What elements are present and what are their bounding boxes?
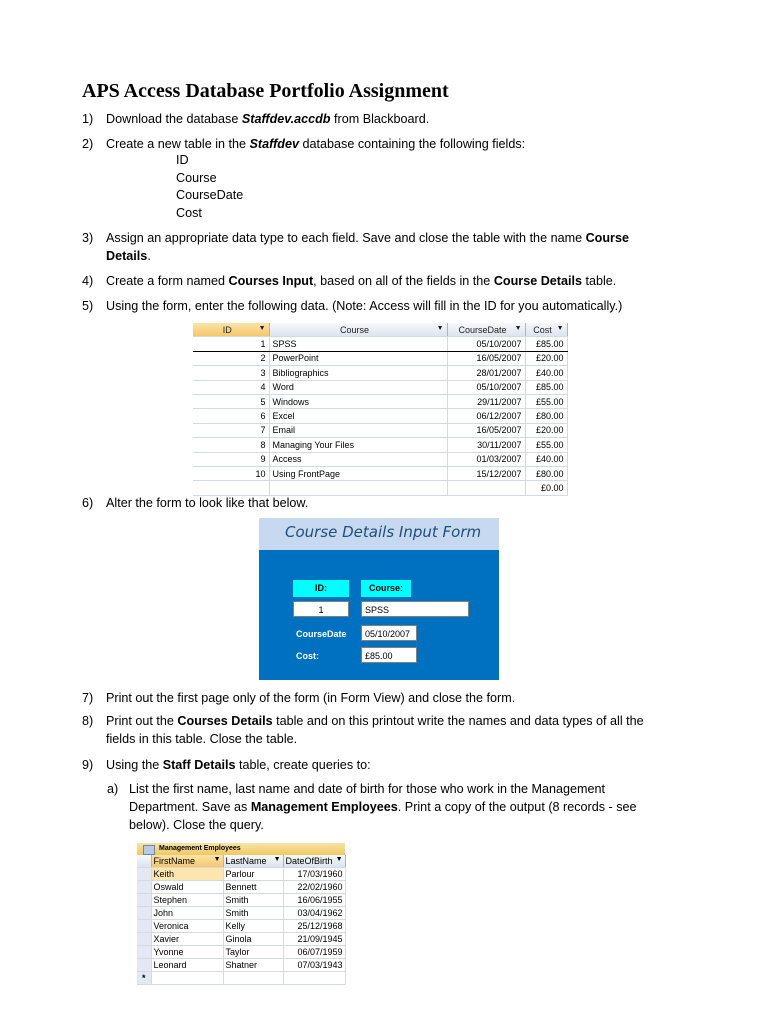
cell-dob[interactable]: 03/04/1962 [283,907,345,920]
step-text: Alter the form to look like that below. [106,496,309,510]
cell-dob[interactable]: 16/06/1955 [283,894,345,907]
step-text-part: Create a form named [106,274,229,288]
cell-id[interactable]: 1 [193,337,269,351]
id-field[interactable]: 1 [293,601,349,617]
field-name: ID [176,153,189,167]
table-row[interactable] [137,946,345,959]
cell-date[interactable]: 06/12/2007 [447,409,525,423]
column-header-id[interactable] [193,323,269,337]
field-name: Cost [176,205,202,220]
form-name: Courses Input [228,274,314,288]
step-number: 2) [82,137,94,151]
form-header [259,518,499,550]
cell-id[interactable]: 3 [193,366,269,380]
step-text-part: from Blackboard. [330,112,430,126]
table-row[interactable] [193,409,567,423]
step-text-part: table and on this printout write the names and data types of all the fields in this table. Close the table. [106,714,644,746]
record-selector[interactable] [137,907,151,920]
select-all-icon[interactable] [137,855,151,868]
step-number: a) [107,782,119,796]
cost-field[interactable]: £85.00 [361,647,417,663]
step-text [106,229,666,265]
cell-cost[interactable]: £85.00 [525,380,567,394]
step-text-part: . Print a copy of the output (8 records - see below). Close the query. [129,800,637,832]
course-label: Course: [361,580,411,597]
cell-lastname[interactable]: Parlour [223,868,283,881]
coursedate-label: CourseDate [296,629,347,639]
cell-dob[interactable]: 17/03/1960 [283,868,345,881]
new-record-row[interactable] [137,972,345,985]
step-text-part: database containing the following fields: [299,137,526,151]
cell-firstname[interactable]: Oswald [151,881,223,894]
chevron-down-icon[interactable]: ▼ [273,856,281,863]
field-list [176,152,243,222]
column-header-label: Course [340,324,370,335]
cell-lastname[interactable]: Kelly [223,920,283,933]
cell-firstname[interactable]: John [151,907,223,920]
step-text-part: table. [582,274,617,288]
table-name: Staff Details [162,758,236,772]
cell-id[interactable]: 2 [193,351,269,365]
step-text: Using the form, enter the following data. (Note: Access will fill in the ID for you automatically.) [106,299,623,313]
step-text [106,756,666,774]
step-number: 3) [82,231,94,245]
course-field[interactable]: SPSS [361,601,469,617]
table-row[interactable] [137,881,345,894]
cell-id[interactable]: 7 [193,423,269,437]
step-text-part: List the first name, last name and date of birth for those who work in the Management Department. Save as [129,782,606,814]
column-header-course[interactable] [269,323,447,337]
step-text [106,272,666,290]
cell-lastname[interactable]: Shatner [223,959,283,972]
column-header-lastname[interactable] [223,855,283,868]
table-row[interactable] [137,907,345,920]
step-number: 9) [82,758,94,772]
cell-id[interactable]: 4 [193,380,269,394]
cell-date[interactable]: 05/10/2007 [447,337,525,351]
column-header-dateofbirth[interactable] [283,855,345,868]
step-number: 8) [82,714,94,728]
cell-dob[interactable]: 21/09/1945 [283,933,345,946]
column-header-label: ID [222,324,232,335]
table-row[interactable] [193,337,567,351]
record-selector[interactable] [137,881,151,894]
column-header-coursedate[interactable] [447,323,525,337]
cell-dob[interactable]: 25/12/1968 [283,920,345,933]
database-name: Staffdev [249,137,299,151]
cell-id[interactable]: 6 [193,409,269,423]
management-employees-datasheet [137,843,345,985]
step-number: 1) [82,112,94,126]
cell-firstname[interactable] [151,972,223,985]
cell-id[interactable]: 9 [193,452,269,466]
cell-lastname[interactable]: Smith [223,907,283,920]
step-text-part: . [147,249,151,263]
cell-dob[interactable]: 22/02/1960 [283,881,345,894]
chevron-down-icon[interactable]: ▼ [556,324,564,332]
cell-cost[interactable]: £20.00 [525,423,567,437]
cell-course[interactable]: Email [269,423,447,437]
query-name: Management Employees [250,800,398,814]
coursedate-field[interactable]: 05/10/2007 [361,625,417,641]
table-row[interactable] [193,366,567,380]
table-row[interactable] [137,959,345,972]
record-selector[interactable] [137,933,151,946]
cell-date[interactable]: 16/05/2007 [447,423,525,437]
field-name: CourseDate [176,188,244,203]
cell-cost[interactable]: £20.00 [525,351,567,365]
chevron-down-icon[interactable]: ▼ [436,324,444,332]
column-header-label: Cost [533,324,552,335]
table-row[interactable] [193,423,567,437]
record-selector[interactable] [137,946,151,959]
table-row[interactable] [193,452,567,466]
cell-firstname[interactable]: Yvonne [151,946,223,959]
cell-lastname[interactable]: Taylor [223,946,283,959]
cell-cost[interactable]: £0.00 [525,481,567,495]
cell-cost[interactable]: £55.00 [525,394,567,408]
column-header-cost[interactable] [525,323,567,337]
new-record-icon[interactable]: * [137,972,151,985]
query-tab-label: Management Employees [159,845,241,852]
table-name: Courses Details [177,714,273,728]
cell-date[interactable]: 15/12/2007 [447,466,525,480]
cell-course[interactable]: SPSS [269,337,447,351]
record-selector[interactable] [137,894,151,907]
step-number: 5) [82,299,94,313]
cell-date[interactable]: 30/11/2007 [447,438,525,452]
query-icon [143,845,155,855]
cell-cost[interactable]: £80.00 [525,409,567,423]
cell-id[interactable]: 8 [193,438,269,452]
cell-firstname[interactable]: Leonard [151,959,223,972]
course-details-form [259,518,499,680]
record-selector[interactable] [137,920,151,933]
cell-date[interactable]: 28/01/2007 [447,366,525,380]
step-text [106,712,666,748]
cell-course[interactable]: Access [269,452,447,466]
cell-course[interactable]: Bibliographics [269,366,447,380]
chevron-down-icon[interactable]: ▼ [514,324,522,332]
step-text-part: Assign an appropriate data type to each field. Save and close the table with the name [106,231,586,245]
cell-date[interactable]: 29/11/2007 [447,394,525,408]
page-title: APS Access Database Portfolio Assignment [82,80,449,102]
table-row[interactable] [193,394,567,408]
chevron-down-icon[interactable]: ▼ [213,856,221,863]
step-text [106,110,666,128]
cell-date[interactable]: 01/03/2007 [447,452,525,466]
cell-cost[interactable]: £40.00 [525,452,567,466]
table-row[interactable] [193,351,567,365]
table-row[interactable] [193,380,567,394]
cell-id[interactable]: 10 [193,466,269,480]
step-text-part: Download the database [106,112,242,126]
column-header-label: FirstName [153,856,196,866]
record-selector[interactable] [137,868,151,881]
step-text-part: table, create queries to: [235,758,371,772]
cell-course[interactable]: Word [269,380,447,394]
cell-cost[interactable]: £85.00 [525,337,567,351]
cell-firstname[interactable]: Xavier [151,933,223,946]
step-text: Print out the first page only of the form (in Form View) and close the form. [106,691,516,705]
step-text [106,135,666,153]
cell-lastname[interactable] [223,972,283,985]
column-header-label: DateOfBirth [285,856,333,866]
cell-id[interactable]: 5 [193,394,269,408]
table-row[interactable] [137,894,345,907]
column-header-label: CourseDate [458,324,507,335]
table-row[interactable] [137,933,345,946]
cell-course[interactable]: Managing Your Files [269,438,447,452]
table-name: Course Details [106,231,629,263]
cell-firstname[interactable]: Veronica [151,920,223,933]
table-row[interactable] [137,920,345,933]
step-number: 6) [82,496,94,510]
cell-date[interactable]: 16/05/2007 [447,351,525,365]
query-tab[interactable] [137,843,345,855]
step-text-part: , based on all of the fields in the [313,274,494,288]
cell-lastname[interactable]: Bennett [223,881,283,894]
table-row[interactable] [137,868,345,881]
step-text-part: Print out the [106,714,178,728]
id-label: ID: [293,580,349,597]
table-row[interactable] [193,466,567,480]
cell-date[interactable]: 05/10/2007 [447,380,525,394]
cell-dob[interactable]: 06/07/1959 [283,946,345,959]
step-text-part: Using the [106,758,163,772]
chevron-down-icon[interactable]: ▼ [335,856,343,863]
record-selector[interactable] [137,959,151,972]
column-header-firstname[interactable] [151,855,223,868]
table-name: Course Details [493,274,582,288]
column-header-label: LastName [225,856,267,866]
cell-firstname[interactable]: Stephen [151,894,223,907]
cell-dob[interactable]: 07/03/1943 [283,959,345,972]
cell-dob[interactable] [283,972,345,985]
step-text-part: Create a new table in the [106,137,250,151]
field-name: Course [176,170,217,185]
cell-course[interactable]: Excel [269,409,447,423]
file-name: Staffdev.accdb [241,112,331,126]
cell-lastname[interactable]: Smith [223,894,283,907]
table-row[interactable] [193,438,567,452]
chevron-down-icon[interactable]: ▼ [258,324,266,332]
step-text [129,780,649,834]
course-datasheet [193,323,567,496]
cell-lastname[interactable]: Ginola [223,933,283,946]
step-number: 7) [82,691,94,705]
cell-course[interactable]: Windows [269,394,447,408]
cell-course[interactable]: PowerPoint [269,351,447,365]
cell-cost[interactable]: £40.00 [525,366,567,380]
cell-firstname[interactable]: Keith [151,868,223,881]
cell-course[interactable]: Using FrontPage [269,466,447,480]
step-number: 4) [82,274,94,288]
cell-cost[interactable]: £55.00 [525,438,567,452]
cost-label: Cost: [296,651,319,661]
cell-cost[interactable]: £80.00 [525,466,567,480]
form-title: Course Details Input Form [285,523,482,541]
